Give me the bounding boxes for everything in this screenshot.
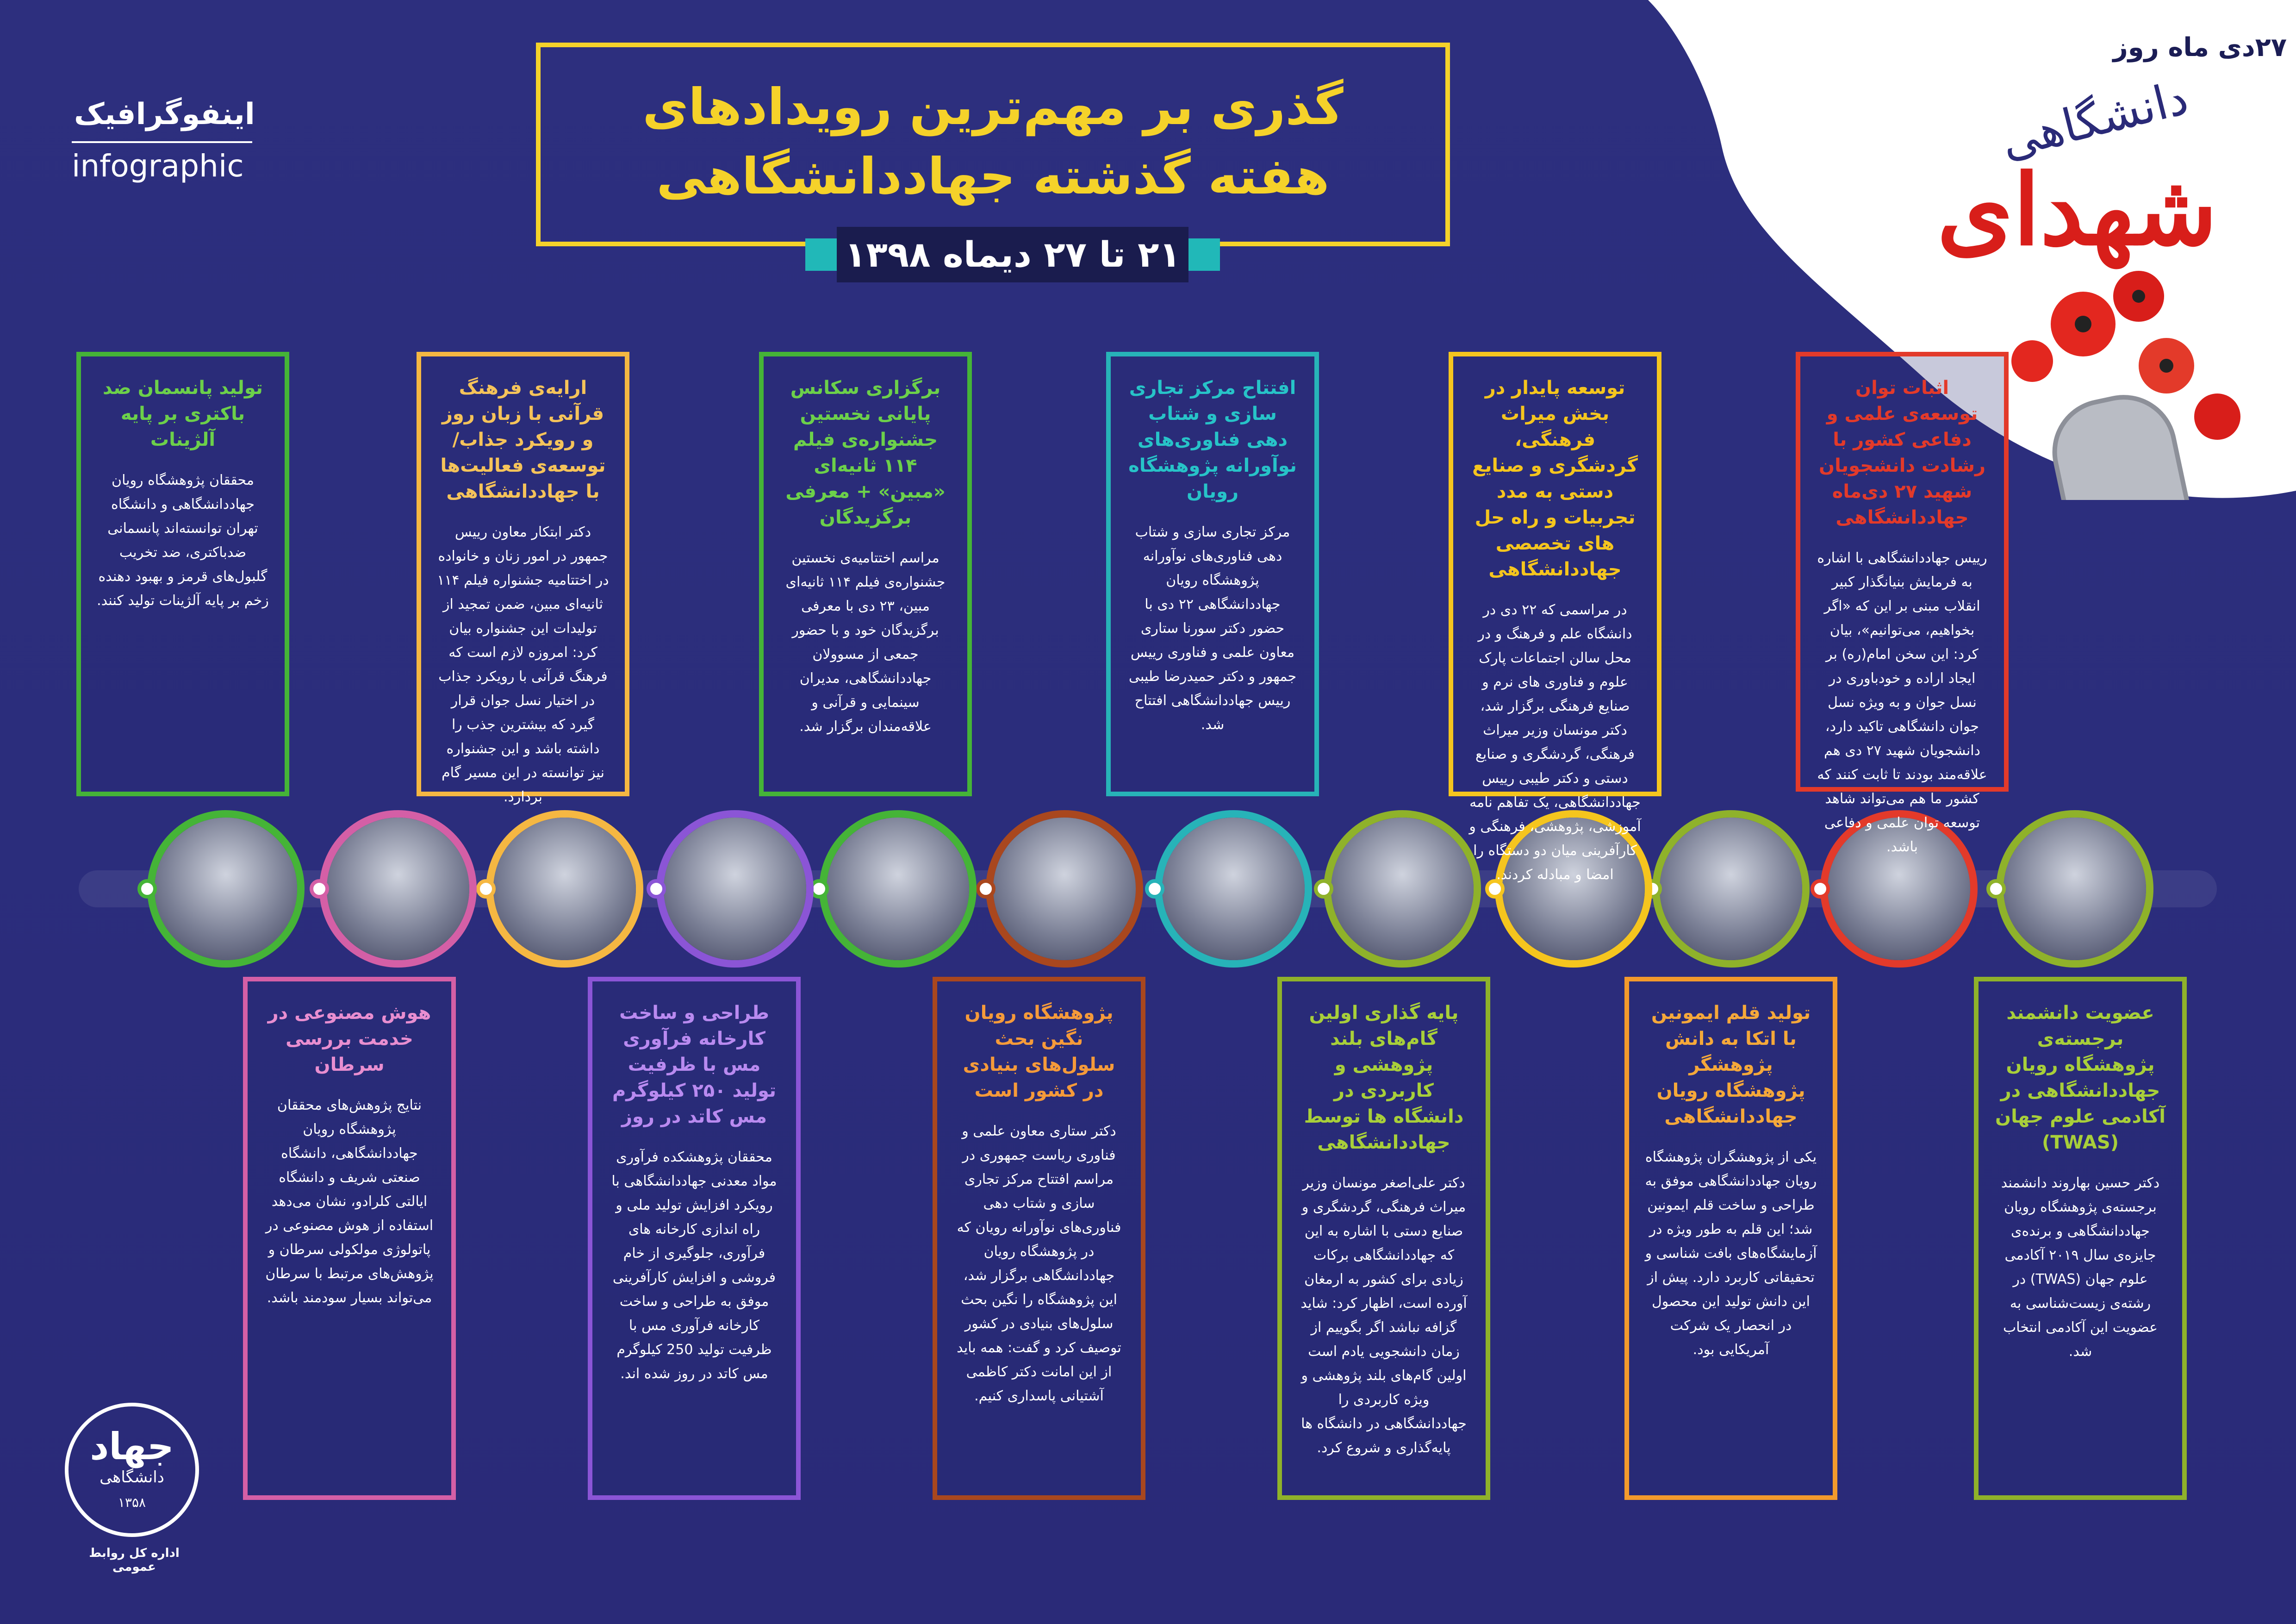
card-title: توسعه پایدار در بخش میراث فرهنگی، گردشگری و صنایع دستی به مدد تجربیات و راه حل های تخصصی جهاددانشگاهی <box>1472 377 1638 580</box>
photo-placeholder <box>327 818 469 960</box>
top-card <box>76 352 289 796</box>
timeline-dot <box>476 879 496 899</box>
photo-placeholder <box>993 818 1136 960</box>
card-title: طراحی و ساخت کارخانه فرآوری مس با ظرفیت تولید ۲۵۰ کیلوگرم مس کاتد در روز <box>612 1002 777 1127</box>
factory-photo <box>656 810 814 968</box>
date-bar-left-square <box>805 238 838 271</box>
photo-placeholder <box>2004 818 2146 960</box>
timeline-dot <box>647 879 666 899</box>
bottom-card <box>1974 977 2187 1500</box>
bottom-card <box>1277 977 1490 1500</box>
card-text: نتایج پژوهش‌های محققان پژوهشگاه رویان جهاددانشگاهی، دانشگاه صنعتی شریف و دانشگاه ایالتی کلرادو، نشان می‌دهد استفاده از هوش مصنوعی در پاتولوژی مولکولی سرطان و پژوهش‌های مرتبط با سرطان می‌تواند بسیار سودمند باشد. <box>265 1097 434 1306</box>
photo-placeholder <box>155 818 297 960</box>
date-range: ۲۱ تا ۲۷ دیماه ۱۳۹۸ <box>837 227 1188 282</box>
card-text: دکتر ستاری معاون علمی و فناوری ریاست جمهوری در مراسم افتتاح مرکز تجاری سازی و شتاب دهی فناوری‌های نوآورانه رویان که در پژوهشگاه رویان جهاددانشگاهی برگزار شد، این پژوهشگاه را نگین بحث سلول‌های بنیادی در کشور توصیف کرد و گفت: همه باید از این امانت دکتر کاظمی آشتیانی پاسداری کنیم. <box>957 1123 1121 1404</box>
card-title: افتتاح مرکز تجاری سازی و شتاب دهی فناوری‌های نوآورانه پژوهشگاه رویان <box>1128 377 1297 502</box>
card-title: ارایه‌ی فرهنگ قرآنی با زبان روز و رویکرد جذاب/ توسعه‌ی فعالیت‌ها با جهاددانشگاهی <box>440 377 606 502</box>
card-text: مراسم اختتامیه‌ی نخستین جشنواره‌ی فیلم ۱۱۴ ثانیه‌ای مبین، ۲۳ دی با معرفی برگزیدگان خود و با حضور جمعی از مسوولان جهاددانشگاهی، مدیران سینمایی و قرآنی و علاقه‌مندان برگزار شد. <box>785 550 946 735</box>
top-card <box>1449 352 1661 883</box>
photo-placeholder <box>1660 818 1802 960</box>
photo-placeholder <box>493 818 636 960</box>
jahad-logo <box>65 1403 199 1537</box>
timeline-dot <box>137 879 157 899</box>
card-title: برگزاری سکانس پایانی نخستین جشنواره‌ی فیلم ۱۱۴ ثانیه‌ای «مبین» + معرفی برگزیدگان <box>785 377 946 528</box>
infographic-label-fa: اینفوگرافیک <box>74 97 255 131</box>
royan-building-photo <box>1652 810 1810 968</box>
title-box <box>536 43 1450 246</box>
top-card <box>417 352 629 805</box>
card-title: هوش مصنوعی در خدمت بررسی سرطان <box>268 1002 431 1075</box>
sattari-photo <box>986 810 1143 968</box>
title-line1: گذری بر مهم‌ترین رویدادهای <box>642 78 1344 136</box>
bottom-card <box>588 977 801 1500</box>
top-card <box>1106 352 1319 796</box>
bottom-card <box>933 977 1145 1500</box>
minister-photo <box>1324 810 1481 968</box>
card-title: تولید پانسمان ضد باکتری بر پایه آلژینات <box>103 377 263 450</box>
award-photo <box>819 810 977 968</box>
photo-placeholder <box>1331 818 1474 960</box>
card-text: یکی از پژوهشگران پژوهشگاه رویان جهاددانشگاهی موفق به طراحی و ساخت قلم ایمونین شد؛ این قلم به طور ویژه در آزمایشگاه‌های بافت شناسی و تحقیقاتی کاربرد دارد. پیش از این دانش تولید این محصول در انحصار یک شرکت آمریکایی بود. <box>1645 1149 1817 1358</box>
date-bar-right-square <box>1188 238 1220 271</box>
card-text: محققان پژوهشکده فرآوری مواد معدنی جهاددانشگاهی با رویکرد افزایش تولید ملی و راه اندازی کارخانه های فرآوری، جلوگیری از خام فروشی و افزایش کارآفرینی موفق به طراحی و ساخت کارخانه فرآوری مس با ظرفیت تولید 250 کیلوگرم مس کاتد در روز شده اند. <box>611 1149 777 1382</box>
logo-caption: اداره کل روابط عمومی <box>89 1546 180 1574</box>
title-line2: هفته گذشته جهاددانشگاهی <box>656 148 1330 206</box>
bottom-card <box>243 977 456 1500</box>
opening-photo <box>1155 810 1312 968</box>
card-text: رییس جهاددانشگاهی با اشاره به فرمایش بنیانگذار کبیر انقلاب مبنی بر این که «اگر بخواهیم، می‌توانیم»، بیان کرد: این سخن امام(ره) بر ایجاد اراده و خودباوری در نسل جوان و به ویژه نسل جوان دانشگاهی تاکید دارد، دانشجویان شهید ۲۷ دی هم علاقه‌مند بودند تا ثابت کنند که کشور ما هم می‌تواند شاهد توسعه توان علمی و دفاعی باشد. <box>1817 550 1987 855</box>
card-text: دکتر علی‌اصغر مونسان وزیر میراث فرهنگی، گردشگری و صنایع دستی با اشاره به این که جهاددانشگاهی برکات زیادی برای کشور به ارمغان آورده است، اظهار کرد: شاید گزافه نباشد اگر بگوییم از زمان دانشجویی یادم است اولین گام‌های بلند پژوهشی و ویژه کاربردی را جهاددانشگاهی در دانشگاه ها پایه‌گذاری و شروع کرد. <box>1300 1175 1467 1456</box>
card-title: پایه گذاری اولین گام‌های بلند پژوهشی و کاربردی در دانشگاه ها توسط جهاددانشگاهی <box>1304 1002 1464 1153</box>
ebtekar-photo <box>486 810 643 968</box>
card-text: دکتر حسین بهاروند دانشمند برجسته‌ی پژوهشگاه رویان جهاددانشگاهی و برنده‌ی جایزه‌ی سال ۲۰۱۹ آکادمی علوم جهان (TWAS) در رشته‌ی زیست‌شناسی به عضویت این آکادمی انتخاب شد. <box>2001 1175 2160 1360</box>
card-text: مرکز تجاری سازی و شتاب دهی فناوری‌های نوآورانه پژوهشگاه رویان جهاددانشگاهی ۲۲ دی با حضور دکتر سورنا ستاری معاون علمی و فناوری رییس جمهور و دکتر حمیدرضا طیبی رییس جهاددانشگاهی افتتاح شد. <box>1128 524 1297 733</box>
corner-date: ۲۷دی ماه روز <box>2113 32 2287 62</box>
martyrs-calligraphy-line1: دانشگاهی <box>1995 70 2194 169</box>
timeline-dot <box>310 879 329 899</box>
timeline-dot <box>1986 879 2006 899</box>
card-title: تولید قلم ایمونین با اتکا به دانش پژوهشگر پژوهشگاه رویان جهاددانشگاهی <box>1651 1002 1811 1127</box>
infographic-label-en: infographic <box>72 148 244 184</box>
timeline-dot <box>1145 879 1164 899</box>
ai-photo <box>319 810 477 968</box>
bottom-card <box>1624 977 1837 1500</box>
baharvand-photo <box>1996 810 2153 968</box>
card-text: دکتر ابتکار معاون رییس جمهور در امور زنان و خانواده در اختتامیه جشنواره فیلم ۱۱۴ ثانیه‌ای مبین، ضمن تمجید از تولیدات این جشنواره بیان کرد: امروزه لازم است که فرهنگ قرآنی با رویکرد جذاب در اختیار نسل جوان قرار گیرد که بیشترین جذب را داشته باشد و این جشنواره نیز توانسته در این مسیر گام بردارد. <box>437 524 609 805</box>
logo-sub: دانشگاهی <box>100 1468 164 1487</box>
top-card <box>1796 352 2009 855</box>
timeline-dot <box>1314 879 1333 899</box>
card-text: محققان پژوهشگاه رویان جهاددانشگاهی و دانشگاه تهران توانسته‌اند پانسمانی ضدباکتری، ضد تخریب گلبول‌های قرمز و بهبود دهنده زخم بر پایه آلژینات تولید کنند. <box>97 472 269 609</box>
card-title: پژوهشگاه رویان نگین بحث سلول‌های بنیادی در کشور است <box>963 1002 1115 1101</box>
card-text: در مراسمی که ۲۲ دی در دانشگاه علم و فرهنگ و در محل سالن اجتماعات پارک علوم و فناوری های نرم و صنایع فرهنگی برگزار شد، دکتر مونسان وزیر میراث فرهنگی، گردشگری و صنایع دستی و دکتر طیبی رییس جهاددانشگاهی، یک تفاهم نامه آموزشی، پژوهشی، فرهنگی و کارآفرینی میان دو دستگاه را امضا و مبادله کردند. <box>1469 602 1641 883</box>
timeline-dot <box>976 879 996 899</box>
photo-placeholder <box>827 818 969 960</box>
logo-year: ۱۳۵۸ <box>118 1495 146 1510</box>
card-title: اثبات توان توسعه‌ی علمی و دفاعی کشور با رشادت دانشجویان شهید ۲۷ دی‌ماه جهاددانشگاهی <box>1818 377 1986 528</box>
top-card <box>759 352 972 796</box>
logo-text: جهاد <box>90 1425 174 1468</box>
photo-placeholder <box>664 818 806 960</box>
card-title: عضویت دانشمند برجسته‌ی پژوهشگاه رویان جهاددانشگاهی در آکادمی علوم جهان (TWAS) <box>1995 1002 2166 1153</box>
martyrs-calligraphy-line2: شهدای <box>1937 153 2217 267</box>
infographic-divider <box>72 141 252 143</box>
photo-placeholder <box>1162 818 1305 960</box>
bandage-photo <box>147 810 305 968</box>
timeline-dot <box>1811 879 1830 899</box>
